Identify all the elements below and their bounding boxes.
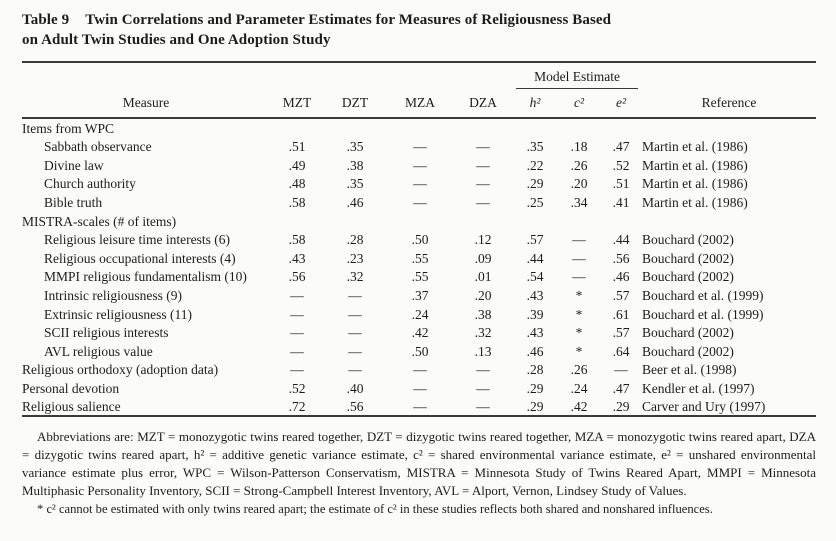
table-title xyxy=(22,10,816,50)
value-cell: .55 xyxy=(411,250,429,266)
value-cell: .13 xyxy=(474,343,492,359)
column-header-c2: c² xyxy=(558,89,600,118)
value-cell: — xyxy=(413,194,427,210)
value-cell: .56 xyxy=(346,398,364,414)
column-header-reference: Reference xyxy=(642,89,816,118)
reference-cell: Kendler et al. (1997) xyxy=(642,380,755,396)
value-cell: .56 xyxy=(288,269,306,285)
measure-cell: MMPI religious fundamentalism (10) xyxy=(44,269,247,285)
table-row xyxy=(22,285,816,304)
reference-cell: Beer et al. (1998) xyxy=(642,362,737,378)
value-cell: .51 xyxy=(288,139,306,155)
value-cell: .39 xyxy=(526,306,544,322)
value-cell: .49 xyxy=(288,157,306,173)
value-cell: .43 xyxy=(288,250,306,266)
value-cell: .43 xyxy=(526,287,544,303)
value-cell: .22 xyxy=(526,157,544,173)
value-cell: — xyxy=(572,269,586,285)
table-row xyxy=(22,230,816,249)
value-cell: .44 xyxy=(612,232,630,248)
table-row xyxy=(22,378,816,397)
measure-cell: Sabbath observance xyxy=(44,139,152,155)
column-header-dza: DZA xyxy=(454,89,512,118)
measure-cell: Church authority xyxy=(44,176,136,192)
value-cell: * xyxy=(575,306,583,322)
value-cell: — xyxy=(476,194,490,210)
measure-cell: Intrinsic religiousness (9) xyxy=(44,287,182,303)
measure-cell: Religious orthodoxy (adoption data) xyxy=(22,362,219,378)
value-cell: .29 xyxy=(526,176,544,192)
value-cell: .46 xyxy=(346,194,364,210)
value-cell: .57 xyxy=(526,232,544,248)
value-cell: .40 xyxy=(346,380,364,396)
value-cell: .20 xyxy=(570,176,588,192)
table-row xyxy=(22,155,816,174)
measure-cell: Bible truth xyxy=(44,194,103,210)
value-cell: — xyxy=(290,287,304,303)
reference-cell: Bouchard (2002) xyxy=(642,325,734,341)
value-cell: .52 xyxy=(288,380,306,396)
value-cell: .41 xyxy=(612,194,630,210)
table-title-text: Twin Correlations and Parameter Estimates for Measures of Religiousness Based xyxy=(85,12,612,28)
value-cell: .32 xyxy=(346,269,364,285)
value-cell: — xyxy=(476,362,490,378)
value-cell: .28 xyxy=(346,232,364,248)
measure-cell: Religious leisure time interests (6) xyxy=(44,232,230,248)
value-cell: — xyxy=(476,380,490,396)
value-cell: .18 xyxy=(570,139,588,155)
measure-cell: SCII religious interests xyxy=(44,325,169,341)
reference-cell: Bouchard et al. (1999) xyxy=(642,287,764,303)
value-cell: .12 xyxy=(474,232,492,248)
value-cell: — xyxy=(476,157,490,173)
value-cell: .58 xyxy=(288,194,306,210)
value-cell: — xyxy=(290,362,304,378)
value-cell: .24 xyxy=(570,380,588,396)
value-cell: — xyxy=(572,250,586,266)
value-cell: .55 xyxy=(411,269,429,285)
value-cell: .29 xyxy=(526,398,544,414)
value-cell: .38 xyxy=(346,157,364,173)
column-header-measure: Measure xyxy=(22,89,270,118)
measure-cell: Divine law xyxy=(44,157,104,173)
value-cell: — xyxy=(348,287,362,303)
value-cell: — xyxy=(413,176,427,192)
value-cell: .37 xyxy=(411,287,429,303)
data-table xyxy=(22,61,816,417)
value-cell: — xyxy=(413,362,427,378)
value-cell: — xyxy=(348,362,362,378)
column-header-dzt: DZT xyxy=(324,89,386,118)
value-cell: — xyxy=(290,343,304,359)
table-row xyxy=(22,248,816,267)
value-cell: .64 xyxy=(612,343,630,359)
value-cell: .23 xyxy=(346,250,364,266)
table-header xyxy=(22,62,816,118)
value-cell: .20 xyxy=(474,287,492,303)
reference-cell: Bouchard (2002) xyxy=(642,269,734,285)
table-row xyxy=(22,323,816,342)
value-cell: .42 xyxy=(411,325,429,341)
measure-cell: Extrinsic religiousness (11) xyxy=(44,306,192,322)
value-cell: .61 xyxy=(612,306,630,322)
reference-cell: Bouchard (2002) xyxy=(642,250,734,266)
value-cell: .44 xyxy=(526,250,544,266)
column-header-mzt: MZT xyxy=(270,89,324,118)
model-estimate-label: Model Estimate xyxy=(516,67,638,89)
spanner-spacer-right xyxy=(642,62,816,89)
reference-cell: Martin et al. (1986) xyxy=(642,176,748,192)
column-header-e2: e² xyxy=(600,89,642,118)
group-label: MISTRA-scales (# of items) xyxy=(22,213,177,229)
spanner-row xyxy=(22,62,816,89)
table-row xyxy=(22,397,816,416)
reference-cell: Bouchard et al. (1999) xyxy=(642,306,764,322)
table-block xyxy=(22,10,816,519)
value-cell: .46 xyxy=(612,269,630,285)
value-cell: .46 xyxy=(526,343,544,359)
value-cell: .35 xyxy=(346,176,364,192)
value-cell: — xyxy=(348,343,362,359)
table-row xyxy=(22,304,816,323)
table-row xyxy=(22,341,816,360)
value-cell: .26 xyxy=(570,157,588,173)
column-header-mza: MZA xyxy=(386,89,454,118)
value-cell: .54 xyxy=(526,269,544,285)
value-cell: .42 xyxy=(570,398,588,414)
table-row xyxy=(22,360,816,379)
measure-cell: Religious occupational interests (4) xyxy=(44,250,236,266)
value-cell: .35 xyxy=(346,139,364,155)
table-row xyxy=(22,174,816,193)
reference-cell: Bouchard (2002) xyxy=(642,232,734,248)
measure-cell: AVL religious value xyxy=(44,343,153,359)
value-cell: .38 xyxy=(474,306,492,322)
reference-cell: Bouchard (2002) xyxy=(642,343,734,359)
value-cell: — xyxy=(614,362,628,378)
measure-cell: Religious salience xyxy=(22,398,121,414)
value-cell: — xyxy=(348,306,362,322)
value-cell: — xyxy=(413,398,427,414)
value-cell: .32 xyxy=(474,325,492,341)
spanner-spacer-left xyxy=(22,62,512,89)
value-cell: .58 xyxy=(288,232,306,248)
reference-cell: Martin et al. (1986) xyxy=(642,139,748,155)
footnotes xyxy=(22,428,816,519)
value-cell: .47 xyxy=(612,380,630,396)
column-header-h2: h² xyxy=(512,89,558,118)
value-cell: — xyxy=(572,232,586,248)
reference-cell: Martin et al. (1986) xyxy=(642,194,748,210)
value-cell: .09 xyxy=(474,250,492,266)
table-number: Table 9 xyxy=(22,12,70,28)
value-cell: .57 xyxy=(612,287,630,303)
footnote-abbreviations: Abbreviations are: MZT = monozygotic twins reared together, DZT = dizygotic twins reared together, MZA = monozygotic twins reared apart, DZA = dizygotic twins reared apart, h² = additive genetic variance estimate, c² = shared environmental variance estimate, e² = unshared environmental variance estimate plus error, WPC = Wilson-Patterson Conservatism, MISTRA = Minnesota Study of Twins Reared Apart, MMPI = Minnesota Multiphasic Personality Inventory, SCII = Strong-Campbell Interest Inventory, AVL = Alport, Vernon, Lindsey Study of Values. xyxy=(22,428,816,499)
value-cell: * xyxy=(575,343,583,359)
value-cell: .51 xyxy=(612,176,630,192)
table-title-line2: on Adult Twin Studies and One Adoption Study xyxy=(22,32,331,48)
group-header-row xyxy=(22,211,816,230)
value-cell: .29 xyxy=(612,398,630,414)
value-cell: .28 xyxy=(526,362,544,378)
value-cell: .57 xyxy=(612,325,630,341)
value-cell: — xyxy=(413,139,427,155)
value-cell: — xyxy=(290,325,304,341)
column-header-row xyxy=(22,89,816,118)
table-row xyxy=(22,267,816,286)
model-estimate-spanner xyxy=(512,62,642,89)
value-cell: — xyxy=(476,398,490,414)
value-cell: — xyxy=(348,325,362,341)
table-row xyxy=(22,137,816,156)
measure-cell: Personal devotion xyxy=(22,380,120,396)
group-label: Items from WPC xyxy=(22,120,114,136)
value-cell: — xyxy=(413,157,427,173)
value-cell: .72 xyxy=(288,398,306,414)
footnote-asterisk: * c² cannot be estimated with only twins reared apart; the estimate of c² in these studies reflects both shared and nonshared influences. xyxy=(37,502,713,517)
value-cell: .56 xyxy=(612,250,630,266)
value-cell: — xyxy=(476,176,490,192)
value-cell: .52 xyxy=(612,157,630,173)
value-cell: .50 xyxy=(411,232,429,248)
value-cell: .35 xyxy=(526,139,544,155)
value-cell: * xyxy=(575,325,583,341)
value-cell: .50 xyxy=(411,343,429,359)
value-cell: — xyxy=(290,306,304,322)
table-title-line1 xyxy=(22,10,816,30)
table-row xyxy=(22,192,816,211)
value-cell: .29 xyxy=(526,380,544,396)
table-body xyxy=(22,118,816,416)
value-cell: .26 xyxy=(570,362,588,378)
reference-cell: Carver and Ury (1997) xyxy=(642,398,766,414)
value-cell: — xyxy=(476,139,490,155)
value-cell: .25 xyxy=(526,194,544,210)
value-cell: .47 xyxy=(612,139,630,155)
value-cell: .48 xyxy=(288,176,306,192)
value-cell: .43 xyxy=(526,325,544,341)
value-cell: * xyxy=(575,287,583,303)
value-cell: .24 xyxy=(411,306,429,322)
reference-cell: Martin et al. (1986) xyxy=(642,157,748,173)
group-header-row xyxy=(22,118,816,137)
value-cell: — xyxy=(413,380,427,396)
value-cell: .01 xyxy=(474,269,492,285)
value-cell: .34 xyxy=(570,194,588,210)
